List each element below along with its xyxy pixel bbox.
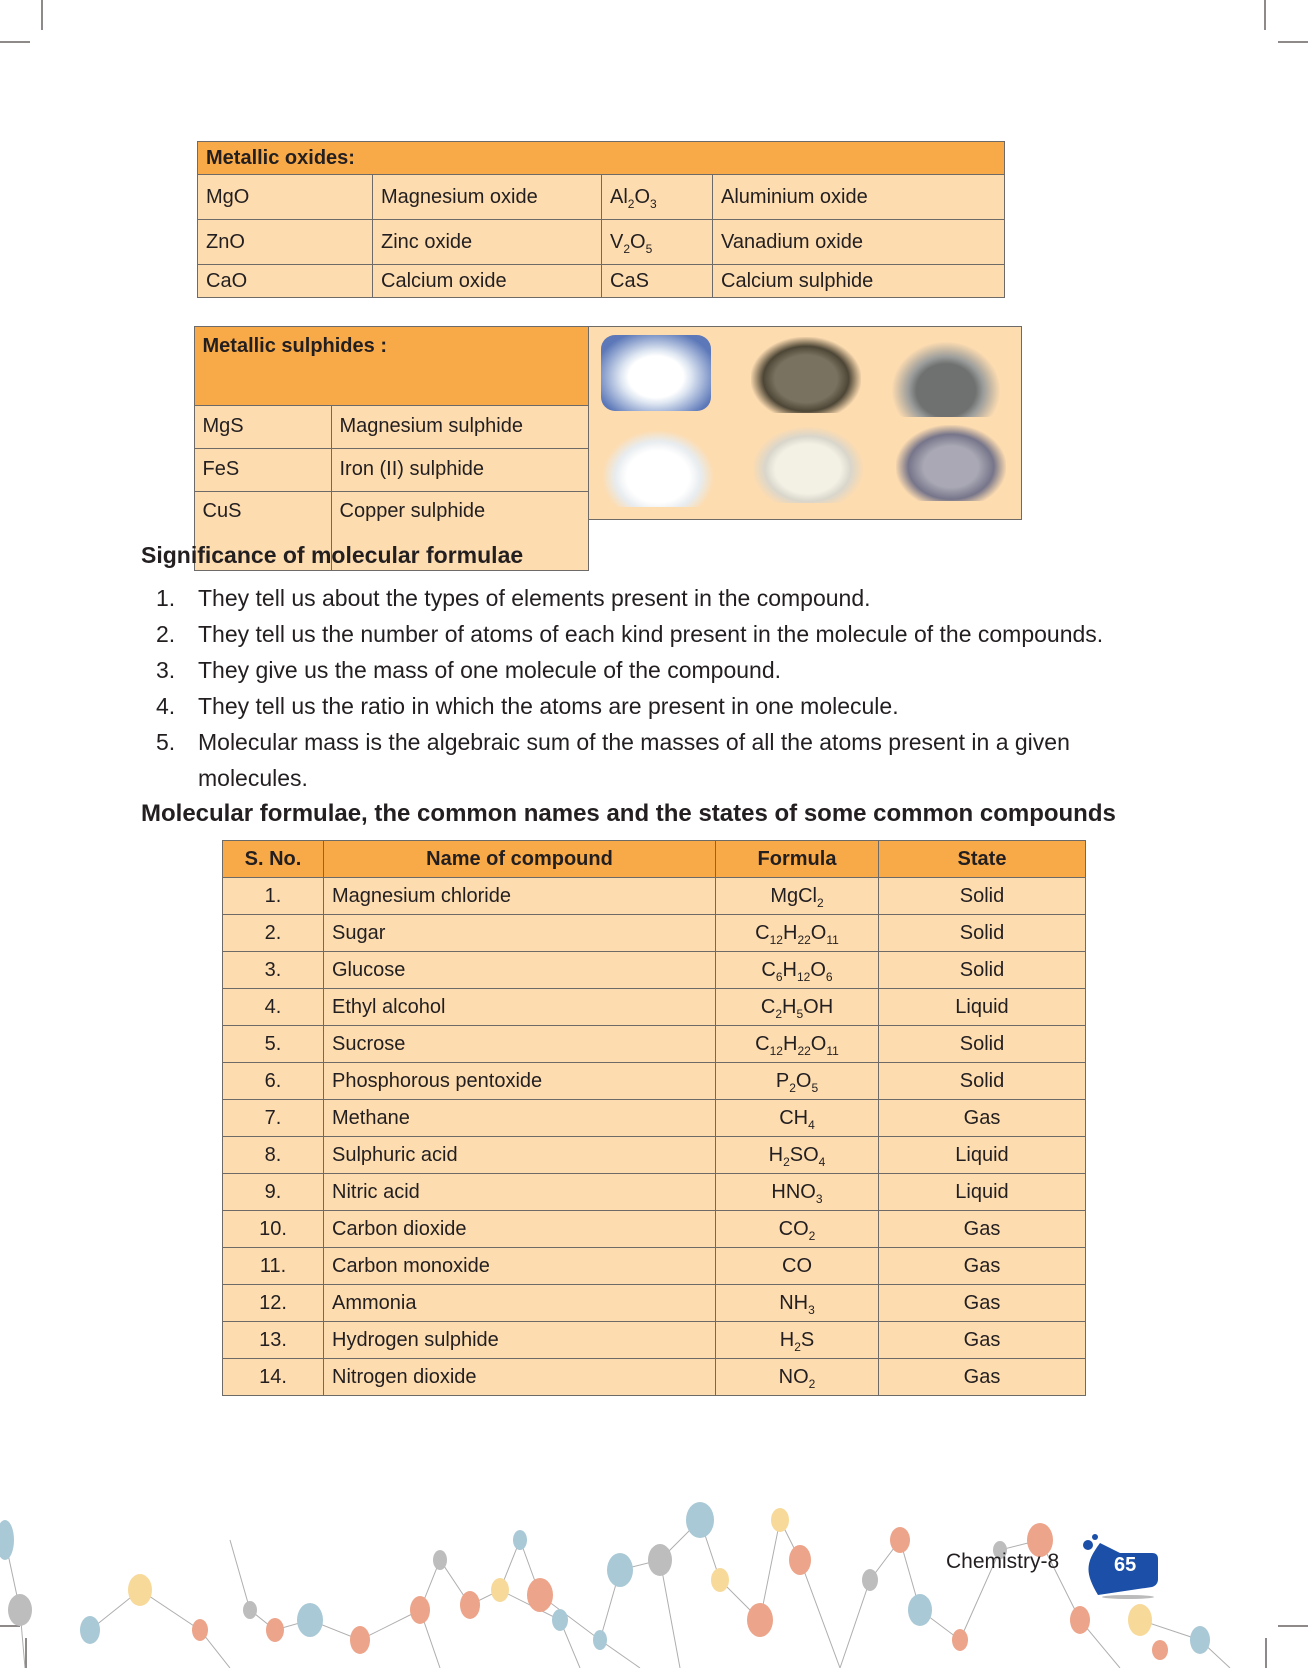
serial-number-cell: 3. (223, 952, 324, 989)
grey-ore-image (896, 425, 1006, 501)
list-number: 5. (156, 729, 176, 755)
table-row (223, 1211, 1086, 1248)
formula-cell: $CH_4$ (716, 1100, 879, 1137)
list-text: They tell us the number of atoms of each kind present in the molecule of the compounds. (198, 621, 1104, 647)
formula-cell: $H_2S$ (716, 1322, 879, 1359)
crop-mark (1264, 0, 1266, 30)
compound-name-cell: Magnesium chloride (324, 878, 716, 915)
column-header-name: Name of compound (324, 841, 716, 878)
serial-number-cell: 6. (223, 1063, 324, 1100)
list-item (156, 652, 1176, 688)
table-row (223, 1174, 1086, 1211)
pyrite-rock-image (751, 337, 861, 413)
column-header-state: State (879, 841, 1086, 878)
table-row (223, 1322, 1086, 1359)
list-text: They tell us the ratio in which the atoms are present in one molecule. (198, 693, 899, 719)
formula-cell: CuS (194, 491, 331, 570)
name-cell: Zinc oxide (373, 220, 602, 265)
table-row (223, 1100, 1086, 1137)
formula-cell: $Al_2O_3$ (602, 175, 713, 220)
table-row (198, 175, 1005, 220)
formula-cell: MgCl$_2$ (716, 878, 879, 915)
table-row (194, 405, 588, 448)
state-cell: Gas (879, 1248, 1086, 1285)
book-title: Chemistry-8 (946, 1550, 1060, 1573)
formula-cell: $NO_2$ (716, 1359, 879, 1396)
compound-name-cell: Nitrogen dioxide (324, 1359, 716, 1396)
name-cell: Aluminium oxide (713, 175, 1005, 220)
list-item (156, 616, 1176, 652)
metallic-oxides-table (197, 141, 1005, 298)
crystal-salt-image (601, 335, 711, 411)
serial-number-cell: 10. (223, 1211, 324, 1248)
sample-images (591, 327, 1021, 519)
serial-number-cell: 12. (223, 1285, 324, 1322)
page-number: 65 (1114, 1554, 1137, 1576)
state-cell: Solid (879, 952, 1086, 989)
list-number: 4. (156, 693, 176, 719)
table-row (223, 1026, 1086, 1063)
list-text: They give us the mass of one molecule of the compound. (198, 657, 781, 683)
formula-cell: MgO (198, 175, 373, 220)
section-heading: Significance of molecular formulae (141, 542, 524, 568)
compound-name-cell: Ammonia (324, 1285, 716, 1322)
state-cell: Solid (879, 878, 1086, 915)
compound-name-cell: Sugar (324, 915, 716, 952)
table-row (223, 878, 1086, 915)
compound-name-cell: Nitric acid (324, 1174, 716, 1211)
crop-mark (0, 41, 30, 43)
formula-cell: $HNO_3$ (716, 1174, 879, 1211)
serial-number-cell: 4. (223, 989, 324, 1026)
serial-number-cell: 13. (223, 1322, 324, 1359)
name-cell: Vanadium oxide (713, 220, 1005, 265)
serial-number-cell: 14. (223, 1359, 324, 1396)
state-cell: Gas (879, 1100, 1086, 1137)
compounds-table (222, 840, 1086, 1396)
state-cell: Solid (879, 915, 1086, 952)
section-heading: Molecular formulae, the common names and the states of some common compounds (141, 800, 1116, 827)
table-row (223, 1285, 1086, 1322)
state-cell: Gas (879, 1322, 1086, 1359)
table-row (198, 220, 1005, 265)
formula-cell: $P_2O_5$ (716, 1063, 879, 1100)
formula-cell: MgS (194, 405, 331, 448)
metallic-sulphides-panel (194, 326, 1022, 520)
compound-name-cell: Carbon dioxide (324, 1211, 716, 1248)
compound-name-cell: Phosphorous pentoxide (324, 1063, 716, 1100)
grey-powder-image (891, 341, 1001, 417)
compound-name-cell: Methane (324, 1100, 716, 1137)
formula-cell: $V_2O_5$ (602, 220, 713, 265)
table-row (223, 952, 1086, 989)
name-cell: Calcium sulphide (713, 265, 1005, 298)
state-cell: Liquid (879, 989, 1086, 1026)
list-number: 1. (156, 585, 176, 611)
table-row (198, 265, 1005, 298)
list-text: They tell us about the types of elements present in the compound. (198, 585, 871, 611)
column-header-sno: S. No. (223, 841, 324, 878)
table-row (223, 1137, 1086, 1174)
formula-cell: $NH_3$ (716, 1285, 879, 1322)
name-cell: Iron (II) sulphide (331, 448, 588, 491)
white-flakes-dish-image (753, 427, 863, 503)
state-cell: Solid (879, 1026, 1086, 1063)
serial-number-cell: 11. (223, 1248, 324, 1285)
state-cell: Solid (879, 1063, 1086, 1100)
compound-name-cell: Sulphuric acid (324, 1137, 716, 1174)
serial-number-cell: 8. (223, 1137, 324, 1174)
formula-cell: $CO_2$ (716, 1211, 879, 1248)
formula-cell: $C_2H_5OH$ (716, 989, 879, 1026)
table-row (194, 448, 588, 491)
table-row (223, 1248, 1086, 1285)
state-cell: Liquid (879, 1137, 1086, 1174)
compound-name-cell: Carbon monoxide (324, 1248, 716, 1285)
serial-number-cell: 2. (223, 915, 324, 952)
formula-cell: ZnO (198, 220, 373, 265)
serial-number-cell: 1. (223, 878, 324, 915)
list-item (156, 688, 1176, 724)
white-powder-dish-image (603, 431, 713, 507)
compound-name-cell: Sucrose (324, 1026, 716, 1063)
list-item (156, 724, 1176, 796)
list-text: Molecular mass is the algebraic sum of the masses of all the atoms present in a given molecules. (198, 729, 1070, 791)
formula-cell: $C_6H_{12}O_6$ (716, 952, 879, 989)
compound-name-cell: Glucose (324, 952, 716, 989)
compound-name-cell: Ethyl alcohol (324, 989, 716, 1026)
crop-mark (41, 0, 43, 30)
state-cell: Gas (879, 1211, 1086, 1248)
list-number: 3. (156, 657, 176, 683)
serial-number-cell: 5. (223, 1026, 324, 1063)
formula-cell: FeS (194, 448, 331, 491)
serial-number-cell: 7. (223, 1100, 324, 1137)
formula-cell: CaS (602, 265, 713, 298)
table-title: Metallic oxides: (198, 142, 1005, 175)
table-row (223, 1359, 1086, 1396)
crop-mark (1278, 41, 1308, 43)
significance-list (156, 580, 1176, 796)
formula-cell: $C_{12}H_{22}O_{11}$ (716, 1026, 879, 1063)
name-cell: Copper sulphide (331, 491, 588, 570)
list-item (156, 580, 1176, 616)
table-row (223, 1063, 1086, 1100)
state-cell: Gas (879, 1285, 1086, 1322)
table-title: Metallic sulphides : (194, 326, 588, 405)
serial-number-cell: 9. (223, 1174, 324, 1211)
compound-name-cell: Hydrogen sulphide (324, 1322, 716, 1359)
table-row (223, 915, 1086, 952)
column-header-formula: Formula (716, 841, 879, 878)
state-cell: Gas (879, 1359, 1086, 1396)
name-cell: Calcium oxide (373, 265, 602, 298)
formula-cell: CO (716, 1248, 879, 1285)
name-cell: Magnesium oxide (373, 175, 602, 220)
metallic-sulphides-table (194, 326, 589, 571)
list-number: 2. (156, 621, 176, 647)
table-row (223, 989, 1086, 1026)
formula-cell: $C_{12}H_{22}O_{11}$ (716, 915, 879, 952)
state-cell: Liquid (879, 1174, 1086, 1211)
formula-cell: $H_2SO_4$ (716, 1137, 879, 1174)
name-cell: Magnesium sulphide (331, 405, 588, 448)
formula-cell: CaO (198, 265, 373, 298)
